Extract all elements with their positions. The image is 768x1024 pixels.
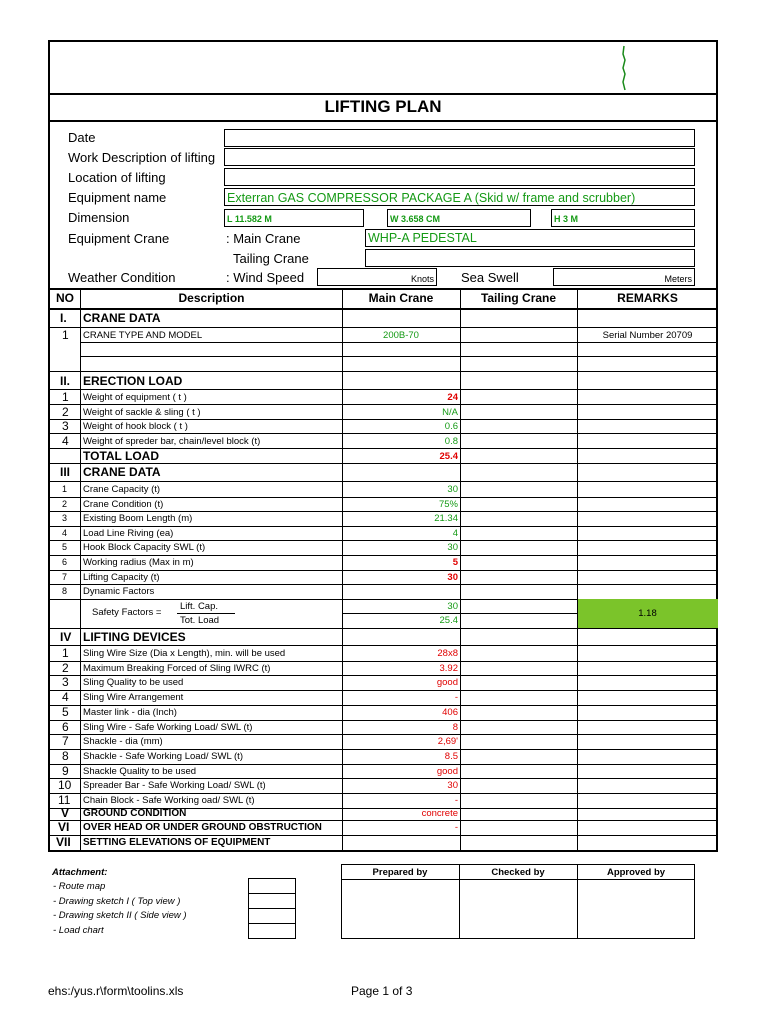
table-row-main-crane-value: 4	[452, 527, 458, 539]
table-row-number: 1	[62, 484, 68, 494]
section-2-number: II.	[60, 374, 71, 388]
obstruction-value: -	[454, 822, 458, 833]
attachment-checkbox-3[interactable]	[248, 908, 296, 924]
attachment-item: - Load chart	[53, 924, 104, 936]
main-crane-label: : Main Crane	[226, 231, 301, 246]
table-row-number: 6	[62, 719, 69, 734]
table-row-number: 5	[62, 542, 68, 553]
table-row-number: 7	[62, 571, 68, 582]
section-3-number: III	[60, 465, 71, 479]
footer-page-number: Page 1 of 3	[351, 984, 413, 998]
sea-swell-label: Sea Swell	[461, 270, 519, 285]
table-row-main-crane-value: 28x8	[437, 648, 458, 659]
table-row-number: 3	[62, 675, 69, 690]
wind-speed-field[interactable]	[317, 268, 437, 286]
total-load-label: TOTAL LOAD	[83, 449, 159, 463]
safety-lift-value: 30	[447, 601, 458, 612]
table-row-main-crane-value: 0.6	[444, 421, 458, 432]
table-row-description: Chain Block - Safe Working oad/ SWL (t)	[83, 795, 255, 806]
equipment-name-label: Equipment name	[68, 190, 167, 205]
table-row-main-crane-value: 30	[447, 780, 458, 792]
equipment-crane-label: Equipment Crane	[68, 231, 170, 246]
table-row-description: Maximum Breaking Forced of Sling IWRC (t)	[83, 662, 271, 674]
table-row-description: Dynamic Factors	[83, 586, 155, 598]
attachment-checkbox-1[interactable]	[248, 878, 296, 894]
crane-serial-number: Serial Number 20709	[602, 330, 693, 341]
approved-by-signature-field[interactable]	[578, 880, 695, 938]
section-4-title: LIFTING DEVICES	[83, 630, 186, 644]
tailing-crane-label: Tailing Crane	[233, 251, 309, 266]
section-7-title: SETTING ELEVATIONS OF EQUIPMENT	[83, 837, 271, 848]
date-field[interactable]	[224, 129, 695, 147]
equipment-name-value: Exterran GAS COMPRESSOR PACKAGE A (Skid w/ frame and scrubber)	[227, 191, 636, 205]
table-row-number: 4	[62, 434, 69, 448]
crane-type-value: 200B-70	[383, 330, 419, 341]
table-row-description: Spreader Bar - Safe Working Load/ SWL (t)	[83, 780, 266, 792]
wind-speed-label: : Wind Speed	[226, 270, 305, 285]
col-header-description: Description	[178, 291, 245, 305]
sea-swell-field[interactable]	[553, 268, 695, 286]
table-row-main-crane-value: 75%	[438, 498, 458, 510]
main-crane-value: WHP-A PEDESTAL	[368, 231, 477, 245]
table-row-number: 8	[62, 586, 68, 597]
attachment-item: - Route map	[53, 881, 106, 892]
col-header-remarks: REMARKS	[617, 291, 678, 305]
crane-type-label: CRANE TYPE AND MODEL	[83, 330, 203, 341]
section-1-row-number: 1	[62, 328, 69, 342]
lift-cap-label: Lift. Cap.	[180, 601, 219, 612]
table-row-main-crane-value: good	[436, 765, 458, 777]
safety-factors-label: Safety Factors =	[92, 607, 162, 618]
table-row-description: Weight of spreder bar, chain/level block (t)	[83, 436, 261, 447]
table-row-description: Existing Boom Length (m)	[83, 513, 193, 525]
table-row-description: Shackle - Safe Working Load/ SWL (t)	[83, 750, 243, 762]
section-2-title: ERECTION LOAD	[83, 374, 183, 388]
table-row-description: Sling Wire Size (Dia x Length), min. will be used	[83, 648, 286, 659]
safety-total-value: 25.4	[439, 615, 458, 626]
table-row-number: 1	[62, 390, 69, 404]
table-row-number: 9	[62, 763, 69, 778]
attachment-checkbox-2[interactable]	[248, 893, 296, 909]
col-header-tailing-crane: Tailing Crane	[480, 291, 557, 305]
dimension-height-field[interactable]	[551, 209, 695, 227]
checked-by-signature-field[interactable]	[460, 880, 577, 938]
work-description-field[interactable]	[224, 148, 695, 166]
table-row-number: 4	[62, 527, 68, 538]
table-row-main-crane-value: 21.34	[434, 513, 458, 525]
table-row-main-crane-value: 24	[447, 392, 458, 403]
table-row-number: 5	[62, 704, 69, 719]
attachment-item: - Drawing sketch I ( Top view )	[53, 895, 181, 907]
location-label: Location of lifting	[68, 170, 166, 185]
col-header-no: NO	[56, 291, 74, 305]
section-6-title: OVER HEAD OR UNDER GROUND OBSTRUCTION	[83, 822, 322, 833]
table-row-description: Crane Condition (t)	[83, 498, 164, 510]
page-title: LIFTING PLAN	[324, 97, 442, 116]
table-row-main-crane-value: 0.8	[444, 436, 458, 447]
section-5-number: V	[61, 806, 70, 820]
dimension-width-field[interactable]	[387, 209, 531, 227]
dimension-length-value: L 11.582 M	[227, 214, 272, 224]
table-row-description: Weight of sackle & sling ( t )	[83, 407, 201, 418]
table-row-description: Hook Block Capacity SWL (t)	[83, 542, 206, 554]
section-3-title: CRANE DATA	[83, 465, 161, 479]
prepared-by-signature-field[interactable]	[342, 880, 459, 938]
table-row-main-crane-value: 30	[447, 484, 458, 495]
work-description-label: Work Description of lifting	[68, 150, 216, 165]
section-1-title: CRANE DATA	[83, 311, 161, 325]
equipment-name-field[interactable]	[224, 188, 695, 206]
table-row-description: Load Line Riving (ea)	[83, 527, 174, 539]
table-row-description: Sling Wire - Safe Working Load/ SWL (t)	[83, 721, 253, 733]
table-row-description: Lifting Capacity (t)	[83, 571, 160, 583]
table-row-number: 11	[58, 793, 71, 807]
table-row-number: 4	[62, 690, 69, 705]
table-row-description: Weight of hook block ( t )	[83, 421, 188, 432]
date-label: Date	[68, 130, 96, 145]
dimension-height-value: H 3 M	[554, 214, 579, 224]
section-7-number: VII	[56, 835, 71, 849]
dimension-length-field[interactable]	[224, 209, 364, 227]
table-row-main-crane-value: good	[436, 677, 458, 689]
table-row-description: Sling Quality to be used	[83, 677, 184, 689]
knots-unit: Knots	[410, 274, 434, 284]
section-4-number: IV	[60, 630, 72, 644]
weather-condition-label: Weather Condition	[68, 270, 176, 285]
table-row-number: 2	[62, 660, 69, 675]
prepared-by-label: Prepared by	[372, 867, 428, 878]
table-row-description: Master link - dia (Inch)	[83, 706, 177, 718]
table-row-main-crane-value: 5	[452, 557, 458, 568]
table-row-main-crane-value: 30	[447, 542, 458, 554]
table-row-description: Working radius (Max in m)	[83, 557, 194, 568]
section-5-title: GROUND CONDITION	[83, 808, 187, 819]
table-row-main-crane-value: 30	[447, 571, 458, 583]
table-row-main-crane-value: -	[454, 795, 458, 806]
table-row-main-crane-value: 8	[452, 721, 458, 733]
meters-unit: Meters	[664, 274, 692, 284]
total-load-value: 25.4	[439, 451, 458, 462]
logo-mark-icon	[618, 44, 630, 92]
table-row-number: 1	[62, 646, 69, 660]
table-row-description: Sling Wire Arrangement	[83, 692, 184, 704]
table-row-description: Shackle Quality to be used	[83, 765, 197, 777]
table-row-number: 3	[62, 513, 68, 524]
table-row-main-crane-value: 8.5	[444, 750, 458, 762]
table-row-number: 10	[58, 778, 72, 793]
section-6-number: VI	[58, 820, 70, 834]
attachment-item: - Drawing sketch II ( Side view )	[53, 910, 187, 921]
table-row-main-crane-value: 2,69'	[437, 736, 458, 748]
table-row-description: Crane Capacity (t)	[83, 484, 161, 495]
tailing-crane-field[interactable]	[365, 249, 695, 267]
footer-file-path: ehs:/yus.r\form\toolins.xls	[48, 984, 184, 998]
table-row-number: 8	[62, 748, 69, 763]
table-row-number: 2	[62, 405, 69, 419]
col-header-main-crane: Main Crane	[368, 291, 434, 305]
checked-by-label: Checked by	[491, 867, 545, 878]
attachment-title: Attachment:	[52, 867, 108, 878]
table-row-number: 3	[62, 419, 69, 433]
table-row-number: 6	[62, 557, 68, 567]
dimension-width-value: W 3.658 CM	[390, 214, 441, 224]
table-row-main-crane-value: -	[454, 692, 458, 704]
dimension-label: Dimension	[68, 210, 130, 225]
table-row-main-crane-value: 406	[442, 706, 458, 718]
table-row-number: 2	[62, 498, 68, 509]
location-field[interactable]	[224, 168, 695, 186]
main-crane-field[interactable]	[365, 229, 695, 247]
ground-condition-value: concrete	[421, 808, 458, 819]
section-1-number: I.	[60, 311, 67, 325]
tot-load-label: Tot. Load	[180, 615, 220, 626]
table-row-description: Weight of equipment ( t )	[83, 392, 187, 403]
table-row-number: 7	[62, 734, 69, 749]
table-row-main-crane-value: 3.92	[439, 662, 458, 674]
safety-factor-result-value: 1.18	[638, 608, 657, 619]
approved-by-label: Approved by	[606, 867, 666, 878]
attachment-checkbox-4[interactable]	[248, 923, 296, 939]
table-row-description: Shackle - dia (mm)	[83, 736, 163, 748]
table-row-main-crane-value: N/A	[442, 407, 458, 418]
